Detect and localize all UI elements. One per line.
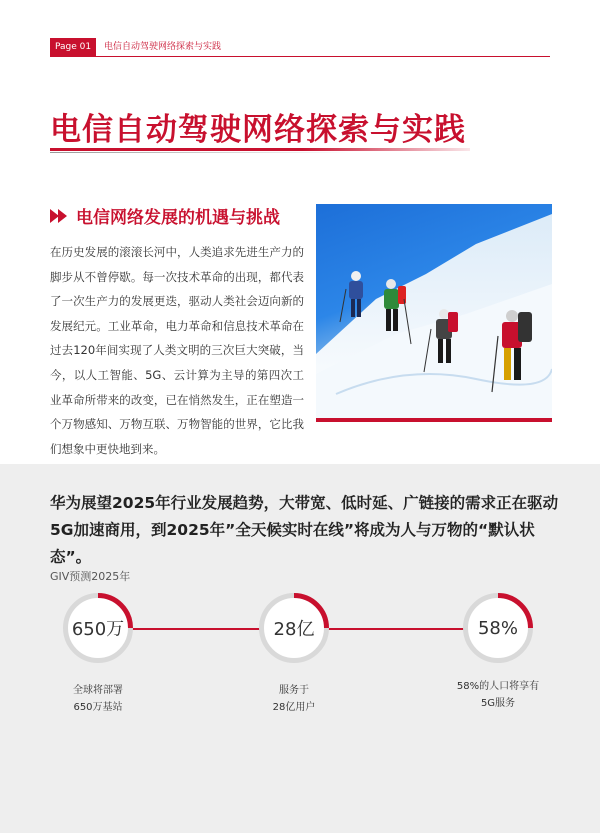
- stat-description: [38, 682, 158, 716]
- forecast-label: GIV预测2025年: [50, 570, 131, 583]
- stat-value: 58%: [477, 617, 518, 639]
- stat-desc-line: 28亿用户: [272, 702, 316, 713]
- photo-accent-bar: [316, 418, 552, 422]
- mountaineers-photo: [316, 204, 552, 422]
- stat-desc-line: 服务于: [279, 685, 309, 696]
- stat-value: 650万: [71, 619, 125, 640]
- double-triangle-icon: [50, 209, 70, 223]
- section-body-text: 在历史发展的滚滚长河中，人类追求先进生产力的脚步从不曾停歇。每一次技术革命的出现，都代表了一次生产力的发展更迭，驱动人类社会迈向新的发展纪元。工业革命，电力革命和信息技术革命在过去120年间实现了人类文明的三次巨大突破，当今，以人工智能、5G、云计算为主导的第四次工业革命所带来的改变，已在悄然发生，正在塑造一个万物感知、万物互联、万物智能的世界，它比我们想象中更快地到来。: [50, 245, 304, 456]
- stat-desc-line: 5G服务: [480, 698, 516, 709]
- header-rule: [96, 56, 550, 57]
- title-underline: [50, 148, 470, 154]
- stat-desc-line: 全球将部署: [73, 685, 123, 696]
- stat-circle-population: [463, 593, 533, 663]
- running-header-title: 电信自动驾驶网络探索与实践: [104, 42, 222, 52]
- stat-desc-line: 650万基站: [73, 702, 123, 713]
- page-number-tag: Page 01: [50, 38, 96, 57]
- page-title: 电信自动驾驶网络探索与实践: [50, 112, 466, 148]
- stat-value: 28亿: [273, 619, 315, 640]
- forecast-highlight-text: 华为展望2025年行业发展趋势，大带宽、低时延、广链接的需求正在驱动5G加速商用，到2025年”全天候实时在线”将成为人与万物的“默认状态”。: [50, 494, 559, 566]
- stat-desc-line: 58%的人口将享有: [456, 681, 540, 692]
- stat-circle-users: [259, 593, 329, 663]
- section-heading: [50, 203, 280, 228]
- stat-description: [234, 682, 354, 716]
- stat-description: [438, 678, 558, 712]
- section-title: 电信网络发展的机遇与挑战: [76, 208, 280, 228]
- stat-circle-base-stations: [63, 593, 133, 663]
